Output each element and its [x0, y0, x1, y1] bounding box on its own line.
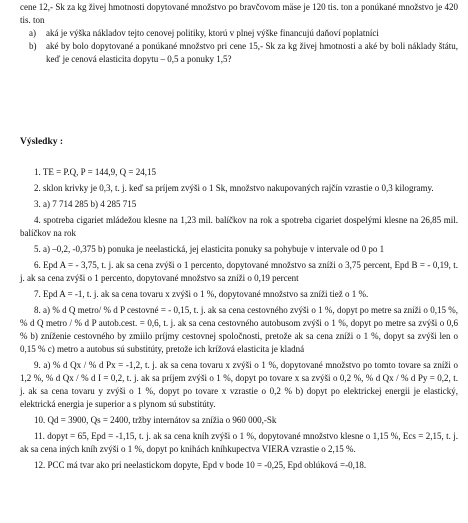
results-list	[20, 166, 458, 475]
question-text: aké by bolo dopytované a ponúkané množstvo pri cene 15,- Sk za kg živej hmotnosti a aké by boli náklady štátu, keď je cenová elasticita dopytu – 0,5 a ponuky 1,5?	[46, 41, 458, 64]
result-item: 2. sklon krivky je 0,3, t. j. keď sa príjem zvýši o 1 Sk, množstvo nakupovaných rajčín vzrastie o 0,3 kilogramy.	[34, 183, 434, 193]
result-item: 9. a) % d Qx / % d Px = -1,2, t. j. ak sa cena tovaru x zvýši o 1 %, dopytované množstvo po tomto tovare sa zníži o 1,2 %, % d Qx / % d I = 0,2, t. j. ak sa príjem zvýši o 1 %, dopyt po tovare x sa zvýši o 0,2 %, % d Qx / % d Py = 0,2, t. j. ak sa cena tovaru y zvýši o 1 %, dopyt po tovare x vzrastie o 0,2 % b) dopyt po elektrickej energii je elastický, elektrická energia je superior a s plynom sú substitúty.	[20, 360, 458, 409]
result-item: 12. PCC má tvar ako pri neelastickom dopyte, Epd v bode 10 = -0,25, Epd oblúková =-0,18.	[34, 460, 367, 470]
question-b	[20, 40, 458, 66]
question-a	[20, 27, 458, 40]
results-heading: Výsledky :	[20, 137, 64, 147]
result-item: 4. spotreba cigariet mládežou klesne na 1,23 mil. balíčkov na rok a spotreba cigariet dospelými klesne na 26,85 mil. balíčkov na rok	[20, 215, 458, 238]
question-marker: b)	[29, 41, 37, 51]
question-marker: a)	[29, 28, 36, 38]
result-item: 5. a) –0,2, -0,375 b) ponuka je neelastická, jej elasticita ponuky sa pohybuje v intervale od 0 po 1	[34, 244, 385, 254]
result-item: 11. dopyt = 65, Epd = -1,15, t. j. ak sa cena kníh zvýši o 1 %, dopytované množstvo klesne o 1,15 %, Ecs = 2,15, t. j. ak sa cena iných kníh zvýši o 1 %, dopyt po knihách kníhkupectva VIERA vzrastie o 2,15 %.	[20, 431, 458, 454]
intro-block	[20, 1, 458, 66]
result-item: 10. Qd = 3900, Qs = 2400, tržby internátov sa znížia o 960 000,-Sk	[34, 415, 277, 425]
result-item: 3. a) 7 714 285 b) 4 285 715	[34, 199, 137, 209]
result-item: 1. TE = P.Q, P = 144,9, Q = 24,15	[34, 167, 156, 177]
intro-paragraph: cene 12,- Sk za kg živej hmotnosti dopytované množstvo po bravčovom mäse je 120 tis. ton a ponúkané množstvo je 420 tis. ton	[20, 2, 458, 25]
result-item: 7. Epd A = -1, t. j. ak sa cena tovaru x zvýši o 1 %, dopytované množstvo sa zníži tiež o 1 %.	[34, 289, 369, 299]
question-text: aká je výška nákladov tejto cenovej politiky, ktorú v plnej výške financujú daňoví poplatníci	[46, 28, 379, 38]
result-item: 6. Epd A = - 3,75, t. j. ak sa cena zvýši o 1 percento, dopytované množstvo sa zníži o 3,75 percent, Epd B = - 0,19, t. j. ak sa cena zvýši o 1 percento, dopytované množstvo sa zníži o 0,19 percent	[20, 260, 458, 283]
result-item: 8. a) % d Q metro/ % d P cestovné = - 0,15, t. j. ak sa cena cestovného zvýši o 1 %, dopyt po metre sa zníži o 0,15 %, % d Q metro / % d P autob.cest. = 0,6, t. j. ak sa cena cestovného autobusom zvýši o 1 %, dopyt po metre sa zvýši o 0,6 % b) zníženie cestovného by zmiilo príjmy cestovnej spoločnosti, pretože ak sa cena zníži o 1 %, dopyt sa zvýši len o 0,15 % c) metro a autobus sú substitúty, pretože ich krížová elasticita je kladná	[20, 305, 458, 354]
